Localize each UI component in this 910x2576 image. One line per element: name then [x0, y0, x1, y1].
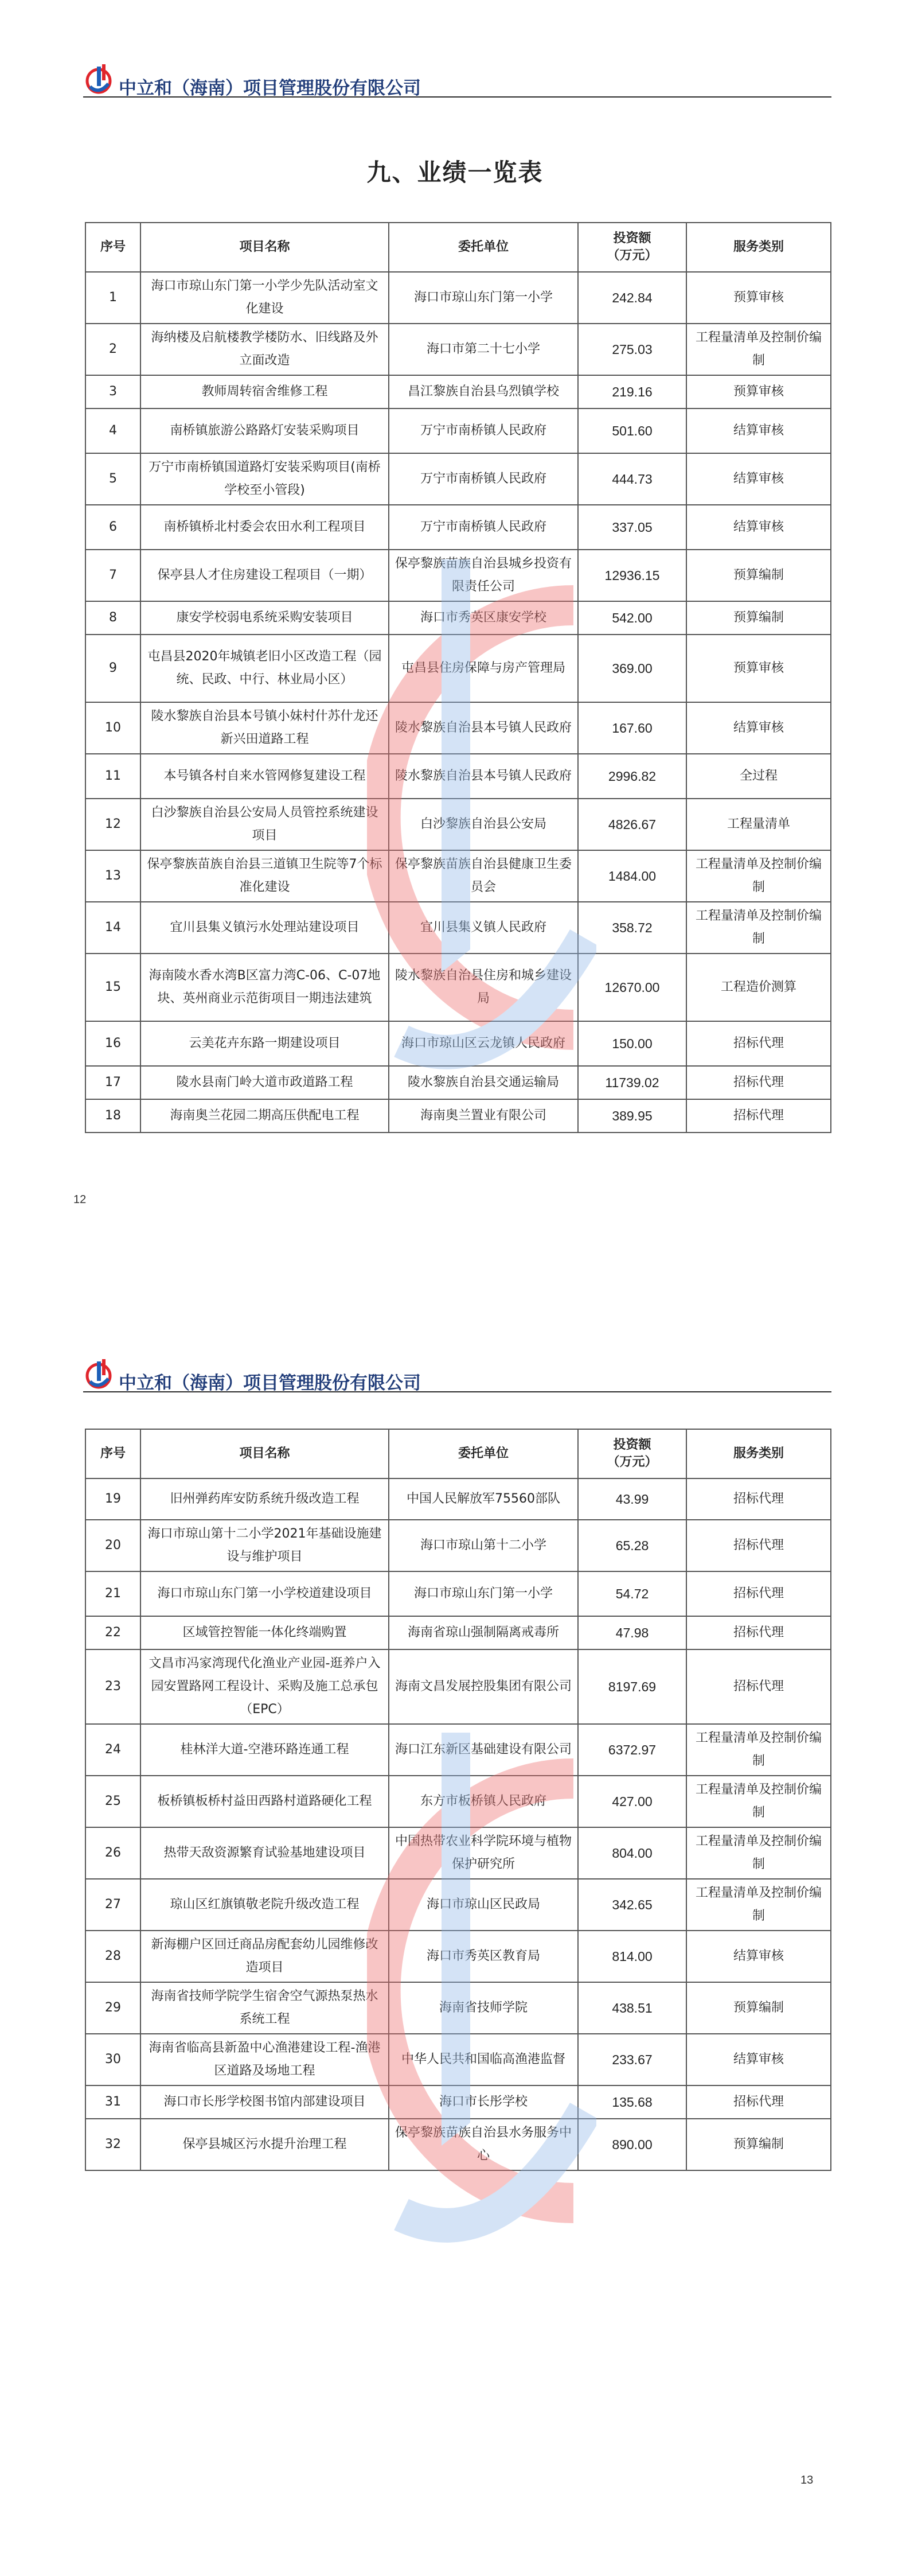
cell-project-name: 保亭黎族苗族自治县三道镇卫生院等7个标准化建设: [140, 850, 389, 902]
cell-amount: 233.67: [578, 2034, 686, 2085]
cell-amount: 342.65: [578, 1879, 686, 1931]
cell-service: 工程量清单及控制价编制: [686, 1724, 831, 1776]
cell-no: 31: [85, 2085, 140, 2119]
cell-client: 屯昌县住房保障与房产管理局: [389, 635, 578, 702]
cell-amount: 337.05: [578, 505, 686, 550]
table-row: [85, 1982, 831, 2034]
company-name: 中立和（海南）项目管理股份有限公司: [119, 1373, 421, 1394]
cell-project-name: 海南陵水香水湾B区富力湾C-06、C-07地块、英州商业示范街项目一期违法建筑: [140, 954, 389, 1021]
cell-no: 2: [85, 324, 140, 375]
cell-client: 宜川县集义镇人民政府: [389, 902, 578, 954]
cell-client: 海口市琼山东门第一小学: [389, 272, 578, 324]
cell-no: 3: [85, 375, 140, 408]
cell-client: 东方市板桥镇人民政府: [389, 1776, 578, 1827]
table-row: [85, 505, 831, 550]
column-header-client: 委托单位: [389, 1429, 578, 1478]
company-logo-icon: [83, 62, 118, 96]
performance-table: [85, 1429, 831, 2171]
table-row: [85, 902, 831, 954]
cell-project-name: 琼山区红旗镇敬老院升级改造工程: [140, 1879, 389, 1931]
cell-amount: 890.00: [578, 2119, 686, 2170]
table-row: [85, 272, 831, 324]
cell-client: 保亭黎族苗族自治县健康卫生委员会: [389, 850, 578, 902]
table-row: [85, 1571, 831, 1616]
cell-amount: 8197.69: [578, 1649, 686, 1724]
cell-project-name: 康安学校弱电系统采购安装项目: [140, 601, 389, 635]
table-row: [85, 1616, 831, 1649]
cell-amount: 219.16: [578, 375, 686, 408]
cell-amount: 2996.82: [578, 754, 686, 799]
cell-service: 工程量清单: [686, 799, 831, 850]
table-row: [85, 1776, 831, 1827]
cell-no: 16: [85, 1021, 140, 1066]
cell-client: 海南省技师学院: [389, 1982, 578, 2034]
cell-no: 8: [85, 601, 140, 635]
cell-project-name: 板桥镇板桥村益田西路村道路硬化工程: [140, 1776, 389, 1827]
cell-project-name: 屯昌县2020年城镇老旧小区改造工程（园统、民政、中行、林业局小区）: [140, 635, 389, 702]
cell-client: 海南省琼山强制隔离戒毒所: [389, 1616, 578, 1649]
table-row: [85, 408, 831, 453]
document-page-12: [0, 0, 910, 1262]
cell-project-name: 海口市琼山东门第一小学校道建设项目: [140, 1571, 389, 1616]
column-header-no: 序号: [85, 1429, 140, 1478]
cell-client: 海口市第二十七小学: [389, 324, 578, 375]
cell-no: 32: [85, 2119, 140, 2170]
cell-project-name: 热带天敌资源繁育试验基地建设项目: [140, 1827, 389, 1879]
column-header-service: 服务类别: [686, 1429, 831, 1478]
cell-client: 陵水黎族自治县本号镇人民政府: [389, 754, 578, 799]
cell-project-name: 教师周转宿舍维修工程: [140, 375, 389, 408]
cell-client: 中国人民解放军75560部队: [389, 1478, 578, 1520]
cell-amount: 804.00: [578, 1827, 686, 1879]
table-row: [85, 1021, 831, 1066]
cell-no: 4: [85, 408, 140, 453]
column-header-client: 委托单位: [389, 223, 578, 272]
cell-no: 25: [85, 1776, 140, 1827]
cell-no: 22: [85, 1616, 140, 1649]
cell-no: 15: [85, 954, 140, 1021]
table-row: [85, 799, 831, 850]
cell-service: 预算编制: [686, 550, 831, 601]
cell-project-name: 海纳楼及启航楼教学楼防水、旧线路及外立面改造: [140, 324, 389, 375]
cell-service: 招标代理: [686, 1066, 831, 1099]
cell-service: 预算审核: [686, 375, 831, 408]
table-header-row: [85, 223, 831, 272]
cell-amount: 11739.02: [578, 1066, 686, 1099]
cell-client: 海口市秀英区康安学校: [389, 601, 578, 635]
cell-service: 结算审核: [686, 453, 831, 505]
cell-no: 12: [85, 799, 140, 850]
cell-amount: 814.00: [578, 1931, 686, 1982]
cell-project-name: 海南奥兰花园二期高压供配电工程: [140, 1099, 389, 1133]
cell-no: 7: [85, 550, 140, 601]
table-row: [85, 2034, 831, 2085]
cell-no: 17: [85, 1066, 140, 1099]
cell-project-name: 南桥镇旅游公路路灯安装采购项目: [140, 408, 389, 453]
cell-amount: 1484.00: [578, 850, 686, 902]
table-row: [85, 2119, 831, 2170]
cell-no: 9: [85, 635, 140, 702]
cell-service: 工程量清单及控制价编制: [686, 850, 831, 902]
cell-service: 工程量清单及控制价编制: [686, 324, 831, 375]
cell-amount: 47.98: [578, 1616, 686, 1649]
cell-project-name: 海口市琼山第十二小学2021年基础设施建设与维护项目: [140, 1520, 389, 1571]
table-row: [85, 1879, 831, 1931]
document-page-13: [0, 1262, 910, 2576]
cell-amount: 427.00: [578, 1776, 686, 1827]
cell-service: 招标代理: [686, 1649, 831, 1724]
cell-service: 招标代理: [686, 1099, 831, 1133]
cell-no: 6: [85, 505, 140, 550]
cell-client: 海口市琼山区民政局: [389, 1879, 578, 1931]
column-header-amount: 投资额 （万元）: [578, 223, 686, 272]
cell-project-name: 本号镇各村自来水管网修复建设工程: [140, 754, 389, 799]
cell-client: 海口市琼山第十二小学: [389, 1520, 578, 1571]
table-row: [85, 1827, 831, 1879]
cell-project-name: 新海棚户区回迁商品房配套幼儿园维修改造项目: [140, 1931, 389, 1982]
cell-amount: 358.72: [578, 902, 686, 954]
cell-project-name: 海南省临高县新盈中心渔港建设工程-渔港区道路及场地工程: [140, 2034, 389, 2085]
column-header-project: 项目名称: [140, 1429, 389, 1478]
table-header-row: [85, 1429, 831, 1478]
cell-client: 陵水黎族自治县交通运输局: [389, 1066, 578, 1099]
cell-service: 预算编制: [686, 601, 831, 635]
page-number: 12: [73, 1193, 87, 1206]
cell-no: 30: [85, 2034, 140, 2085]
table-row: [85, 324, 831, 375]
header-rule: [83, 96, 831, 98]
cell-project-name: 宜川县集义镇污水处理站建设项目: [140, 902, 389, 954]
table-row: [85, 550, 831, 601]
cell-no: 20: [85, 1520, 140, 1571]
cell-client: 白沙黎族自治县公安局: [389, 799, 578, 850]
page-title: 九、业绩一览表: [366, 158, 544, 186]
cell-amount: 167.60: [578, 702, 686, 754]
cell-amount: 135.68: [578, 2085, 686, 2119]
cell-client: 昌江黎族自治县乌烈镇学校: [389, 375, 578, 408]
cell-amount: 54.72: [578, 1571, 686, 1616]
cell-amount: 150.00: [578, 1021, 686, 1066]
cell-client: 陵水黎族自治县本号镇人民政府: [389, 702, 578, 754]
cell-amount: 12670.00: [578, 954, 686, 1021]
column-header-project: 项目名称: [140, 223, 389, 272]
cell-amount: 389.95: [578, 1099, 686, 1133]
table-row: [85, 1478, 831, 1520]
cell-client: 保亭黎族苗族自治县城乡投资有限责任公司: [389, 550, 578, 601]
table-row: [85, 702, 831, 754]
cell-amount: 438.51: [578, 1982, 686, 2034]
cell-client: 海口市长彤学校: [389, 2085, 578, 2119]
cell-client: 海口市琼山区云龙镇人民政府: [389, 1021, 578, 1066]
cell-service: 工程量清单及控制价编制: [686, 1879, 831, 1931]
cell-amount: 501.60: [578, 408, 686, 453]
cell-project-name: 区域管控智能一体化终端购置: [140, 1616, 389, 1649]
cell-client: 海口江东新区基础建设有限公司: [389, 1724, 578, 1776]
cell-client: 陵水黎族自治县住房和城乡建设局: [389, 954, 578, 1021]
table-row: [85, 601, 831, 635]
cell-client: 海口市秀英区教育局: [389, 1931, 578, 1982]
cell-service: 预算审核: [686, 272, 831, 324]
column-header-service: 服务类别: [686, 223, 831, 272]
cell-client: 万宁市南桥镇人民政府: [389, 408, 578, 453]
cell-project-name: 白沙黎族自治县公安局人员管控系统建设项目: [140, 799, 389, 850]
page-header: [83, 62, 831, 100]
cell-service: 工程量清单及控制价编制: [686, 1827, 831, 1879]
cell-service: 结算审核: [686, 2034, 831, 2085]
cell-amount: 65.28: [578, 1520, 686, 1571]
table-row: [85, 954, 831, 1021]
cell-service: 预算编制: [686, 2119, 831, 2170]
cell-project-name: 陵水黎族自治县本号镇小妹村什苏什龙还新兴田道路工程: [140, 702, 389, 754]
cell-service: 招标代理: [686, 1021, 831, 1066]
cell-service: 结算审核: [686, 702, 831, 754]
cell-amount: 444.73: [578, 453, 686, 505]
column-header-no: 序号: [85, 223, 140, 272]
cell-no: 14: [85, 902, 140, 954]
cell-service: 工程量清单及控制价编制: [686, 1776, 831, 1827]
table-row: [85, 850, 831, 902]
cell-no: 10: [85, 702, 140, 754]
cell-client: 海口市琼山东门第一小学: [389, 1571, 578, 1616]
table-row: [85, 375, 831, 408]
cell-client: 万宁市南桥镇人民政府: [389, 453, 578, 505]
cell-client: 万宁市南桥镇人民政府: [389, 505, 578, 550]
cell-amount: 542.00: [578, 601, 686, 635]
cell-no: 1: [85, 272, 140, 324]
cell-service: 结算审核: [686, 505, 831, 550]
cell-service: 招标代理: [686, 1520, 831, 1571]
cell-no: 19: [85, 1478, 140, 1520]
cell-amount: 4826.67: [578, 799, 686, 850]
cell-amount: 275.03: [578, 324, 686, 375]
table-row: [85, 754, 831, 799]
cell-service: 招标代理: [686, 1616, 831, 1649]
company-name: 中立和（海南）项目管理股份有限公司: [119, 78, 421, 99]
cell-client: 保亭黎族苗族自治县水务服务中心: [389, 2119, 578, 2170]
company-logo-icon: [83, 1357, 118, 1391]
cell-service: 结算审核: [686, 408, 831, 453]
cell-client: 海南文昌发展控股集团有限公司: [389, 1649, 578, 1724]
cell-service: 工程量清单及控制价编制: [686, 902, 831, 954]
cell-service: 结算审核: [686, 1931, 831, 1982]
cell-client: 中华人民共和国临高渔港监督: [389, 2034, 578, 2085]
cell-client: 中国热带农业科学院环境与植物保护研究所: [389, 1827, 578, 1879]
column-header-amount: 投资额 （万元）: [578, 1429, 686, 1478]
cell-project-name: 海口市长彤学校图书馆内部建设项目: [140, 2085, 389, 2119]
cell-amount: 12936.15: [578, 550, 686, 601]
cell-no: 11: [85, 754, 140, 799]
cell-no: 24: [85, 1724, 140, 1776]
cell-service: 招标代理: [686, 2085, 831, 2119]
cell-service: 全过程: [686, 754, 831, 799]
cell-project-name: 保亭县城区污水提升治理工程: [140, 2119, 389, 2170]
cell-no: 13: [85, 850, 140, 902]
table-row: [85, 1099, 831, 1133]
table-row: [85, 453, 831, 505]
cell-project-name: 文昌市冯家湾现代化渔业产业园-逛养户入园安置路网工程设计、采购及施工总承包（EPC）: [140, 1649, 389, 1724]
cell-amount: 43.99: [578, 1478, 686, 1520]
cell-no: 5: [85, 453, 140, 505]
cell-service: 工程造价测算: [686, 954, 831, 1021]
cell-project-name: 海口市琼山东门第一小学少先队活动室文化建设: [140, 272, 389, 324]
performance-table: [85, 222, 831, 1133]
cell-service: 预算编制: [686, 1982, 831, 2034]
cell-service: 招标代理: [686, 1571, 831, 1616]
cell-project-name: 万宁市南桥镇国道路灯安装采购项目(南桥学校至小管段): [140, 453, 389, 505]
cell-project-name: 南桥镇桥北村委会农田水利工程项目: [140, 505, 389, 550]
cell-project-name: 旧州弹药库安防系统升级改造工程: [140, 1478, 389, 1520]
cell-project-name: 桂林洋大道-空港环路连通工程: [140, 1724, 389, 1776]
cell-project-name: 陵水县南门岭大道市政道路工程: [140, 1066, 389, 1099]
cell-amount: 6372.97: [578, 1724, 686, 1776]
cell-no: 23: [85, 1649, 140, 1724]
cell-no: 18: [85, 1099, 140, 1133]
cell-amount: 242.84: [578, 272, 686, 324]
cell-service: 预算审核: [686, 635, 831, 702]
page-number: 13: [800, 2474, 814, 2486]
table-row: [85, 1931, 831, 1982]
table-row: [85, 1066, 831, 1099]
table-row: [85, 1649, 831, 1724]
cell-amount: 369.00: [578, 635, 686, 702]
cell-no: 26: [85, 1827, 140, 1879]
table-row: [85, 1724, 831, 1776]
page-header: [83, 1357, 831, 1395]
cell-project-name: 云美花卉东路一期建设项目: [140, 1021, 389, 1066]
table-row: [85, 2085, 831, 2119]
cell-no: 27: [85, 1879, 140, 1931]
table-row: [85, 1520, 831, 1571]
cell-client: 海南奥兰置业有限公司: [389, 1099, 578, 1133]
table-row: [85, 635, 831, 702]
cell-no: 29: [85, 1982, 140, 2034]
cell-service: 招标代理: [686, 1478, 831, 1520]
cell-project-name: 保亭县人才住房建设工程项目（一期）: [140, 550, 389, 601]
header-rule: [83, 1391, 831, 1392]
cell-no: 28: [85, 1931, 140, 1982]
cell-project-name: 海南省技师学院学生宿舍空气源热泵热水系统工程: [140, 1982, 389, 2034]
cell-no: 21: [85, 1571, 140, 1616]
